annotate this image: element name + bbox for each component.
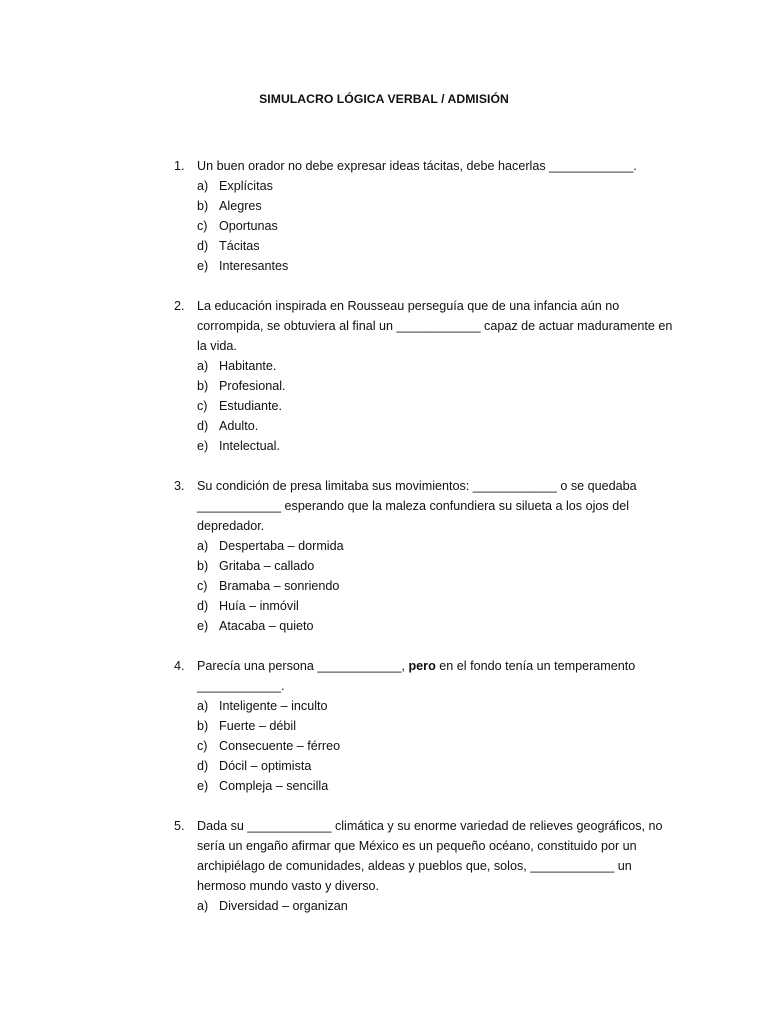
option-letter: e) xyxy=(197,259,209,273)
answer-option xyxy=(174,536,674,556)
option-text: Estudiante. xyxy=(219,399,283,413)
option-letter: a) xyxy=(197,539,209,553)
answer-option xyxy=(174,256,674,276)
option-text: Adulto. xyxy=(219,419,259,433)
option-text: Consecuente – férreo xyxy=(219,739,341,753)
option-letter: a) xyxy=(197,899,209,913)
answer-option xyxy=(174,176,674,196)
option-letter: b) xyxy=(197,379,209,393)
option-letter: b) xyxy=(197,559,209,573)
option-letter: d) xyxy=(197,239,209,253)
option-letter: c) xyxy=(197,399,208,413)
question-4 xyxy=(174,656,674,796)
option-letter: c) xyxy=(197,219,208,233)
option-text: Bramaba – sonriendo xyxy=(219,579,340,593)
question-number: 1. xyxy=(174,159,185,173)
answer-option xyxy=(174,756,674,776)
option-text: Interesantes xyxy=(219,259,289,273)
option-text: Tácitas xyxy=(219,239,260,253)
option-text: Dócil – optimista xyxy=(219,759,312,773)
option-text: Gritaba – callado xyxy=(219,559,315,573)
option-text: Oportunas xyxy=(219,219,278,233)
answer-option xyxy=(174,896,674,916)
answer-option xyxy=(174,596,674,616)
option-letter: a) xyxy=(197,359,209,373)
answer-option xyxy=(174,436,674,456)
page-title: SIMULACRO LÓGICA VERBAL / ADMISIÓN xyxy=(259,92,509,106)
answer-option xyxy=(174,376,674,396)
option-text: Intelectual. xyxy=(219,439,280,453)
option-text: Atacaba – quieto xyxy=(219,619,314,633)
option-letter: e) xyxy=(197,779,209,793)
option-letter: d) xyxy=(197,759,209,773)
answer-option xyxy=(174,716,674,736)
question-stem: La educación inspirada en Rousseau perseguía que de una infancia aún no corrompida, se obtuviera al final un ____________ capaz de actuar maduramente en la vida. xyxy=(197,299,673,353)
question-number: 4. xyxy=(174,659,185,673)
question-stem: Su condición de presa limitaba sus movimientos: ____________ o se quedaba ____________ esperando que la maleza confundiera su silueta a los ojos del depredador. xyxy=(197,479,637,533)
answer-option xyxy=(174,576,674,596)
option-text: Profesional. xyxy=(219,379,286,393)
question-stem: Dada su ____________ climática y su enorme variedad de relieves geográficos, no sería un engaño afirmar que México es un pequeño océano, constituido por un archipiélago de comunidades, aldeas y pueblos que, solos, ____________ un hermoso mundo vasto y diverso. xyxy=(197,819,663,893)
question-2 xyxy=(174,296,674,456)
stem-part: Parecía una persona ____________, xyxy=(197,659,409,673)
option-letter: c) xyxy=(197,579,208,593)
option-letter: e) xyxy=(197,439,209,453)
question-1 xyxy=(174,156,674,276)
answer-option xyxy=(174,236,674,256)
option-text: Explícitas xyxy=(219,179,273,193)
answer-option xyxy=(174,396,674,416)
option-letter: e) xyxy=(197,619,209,633)
question-5 xyxy=(174,816,674,916)
question-stem: Un buen orador no debe expresar ideas tácitas, debe hacerlas ____________. xyxy=(197,159,637,173)
answer-option xyxy=(174,216,674,236)
question-number: 3. xyxy=(174,479,185,493)
option-text: Alegres xyxy=(219,199,262,213)
answer-option xyxy=(174,696,674,716)
option-letter: b) xyxy=(197,719,209,733)
option-text: Diversidad – organizan xyxy=(219,899,348,913)
option-text: Habitante. xyxy=(219,359,277,373)
option-text: Despertaba – dormida xyxy=(219,539,344,553)
option-letter: d) xyxy=(197,419,209,433)
question-3 xyxy=(174,476,674,636)
option-letter: a) xyxy=(197,699,209,713)
option-letter: a) xyxy=(197,179,209,193)
answer-option xyxy=(174,356,674,376)
stem-bold-word: pero xyxy=(408,659,436,673)
question-stem xyxy=(197,656,674,696)
option-letter: d) xyxy=(197,599,209,613)
stem-part: en el fondo tenía un temperamento ____________. xyxy=(197,659,636,693)
answer-option xyxy=(174,416,674,436)
answer-option xyxy=(174,616,674,636)
question-number: 5. xyxy=(174,819,185,833)
answer-option xyxy=(174,196,674,216)
answer-option xyxy=(174,556,674,576)
question-number: 2. xyxy=(174,299,185,313)
answer-option xyxy=(174,736,674,756)
option-text: Compleja – sencilla xyxy=(219,779,329,793)
option-text: Fuerte – débil xyxy=(219,719,297,733)
option-text: Huía – inmóvil xyxy=(219,599,299,613)
answer-option xyxy=(174,776,674,796)
option-text: Inteligente – inculto xyxy=(219,699,328,713)
option-letter: b) xyxy=(197,199,209,213)
option-letter: c) xyxy=(197,739,208,753)
